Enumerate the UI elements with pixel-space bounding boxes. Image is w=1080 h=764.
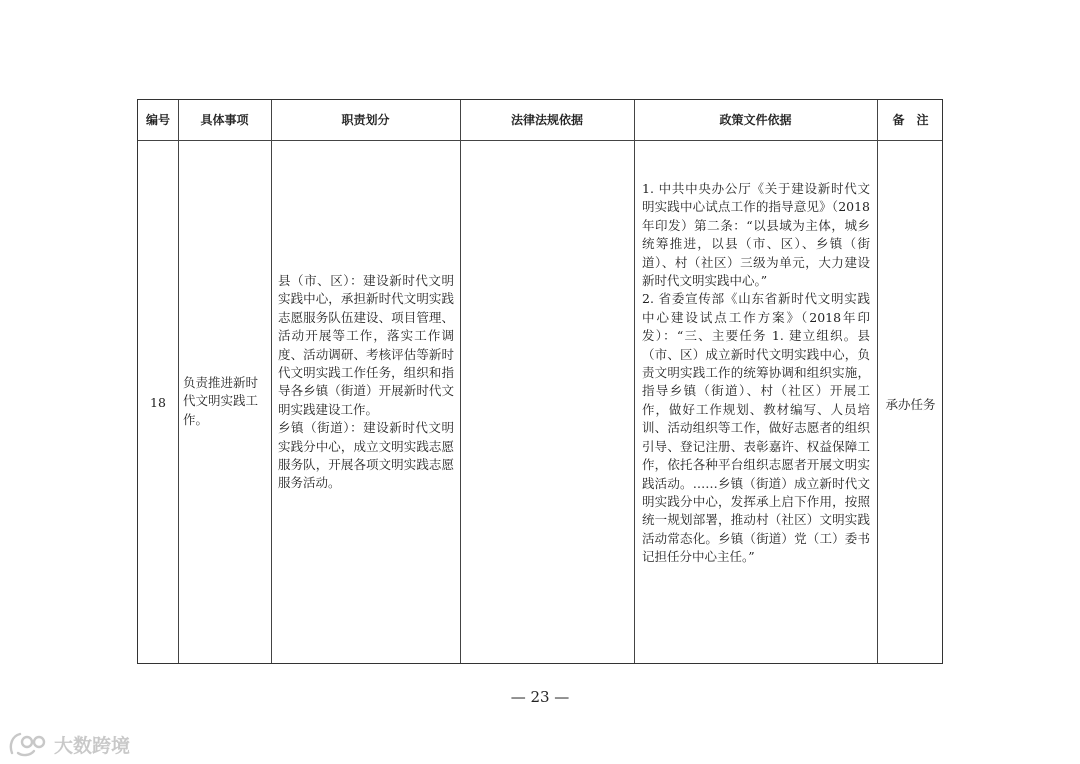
column-divider	[460, 100, 461, 663]
header-remark: 备 注	[892, 113, 929, 127]
policy-item-2: 2. 省委宣传部《山东省新时代文明实践中心建设试点工作方案》（2018年印发）：“三、主要任务 1. 建立组织。县（市、区）成立新时代文明实践中心，负责文明实践工作的统筹协调和组织实施，指导乡镇（街道）、村（社区）开展工作，做好工作规划、教材编写、人员培训、活动组织等工作，做好志愿者的组织引导、登记注册、表彰嘉许、权益保障工作，依托各种平台组织志愿者开展文明实践活动。……乡镇（街道）成立新时代文明实践分中心，发挥承上启下作用，按照统一规划部署，推动村（社区）文明实践活动常态化。乡镇（街道）党（工）委书记担任分中心主任。”	[642, 291, 870, 565]
header-item: 具体事项	[200, 113, 249, 127]
row-remark: 承办任务	[885, 397, 936, 412]
row-policy	[642, 180, 870, 567]
watermark-text: 大数跨境	[54, 734, 131, 757]
row-item: 负责推进新时代文明实践工作。	[183, 375, 259, 427]
row-number: 18	[150, 395, 166, 410]
header-law: 法律法规依据	[510, 113, 583, 127]
header-policy: 政策文件依据	[719, 113, 792, 127]
duty-township: 乡镇（街道）：建设新时代文明实践分中心，成立文明实践志愿服务队，开展各项文明实践志愿服务活动。	[278, 420, 454, 491]
column-divider	[178, 100, 179, 663]
header-divider	[138, 140, 942, 141]
responsibility-table	[137, 99, 943, 664]
column-divider	[634, 100, 635, 663]
column-divider	[271, 100, 272, 663]
row-duty	[278, 272, 454, 493]
policy-item-1: 1. 中共中央办公厅《关于建设新时代文明实践中心试点工作的指导意见》（2018年印发）第二条：“以县域为主体，城乡统筹推进，以县（市、区）、乡镇（街道）、村（社区）三级为单元，大力建设新时代文明实践中心。”	[642, 181, 870, 289]
watermark	[8, 730, 130, 758]
page-number: — 23 —	[510, 688, 570, 706]
header-no: 编号	[145, 113, 170, 127]
column-divider	[877, 100, 878, 663]
duty-county: 县（市、区）：建设新时代文明实践中心，承担新时代文明实践志愿服务队伍建设、项目管理、活动开展等工作，落实工作调度、活动调研、考核评估等新时代文明实践工作任务，组织和指导各乡镇（街道）开展新时代文明实践建设工作。	[278, 273, 454, 417]
header-duty: 职责划分	[341, 113, 390, 127]
brand-logo-icon	[8, 731, 48, 757]
